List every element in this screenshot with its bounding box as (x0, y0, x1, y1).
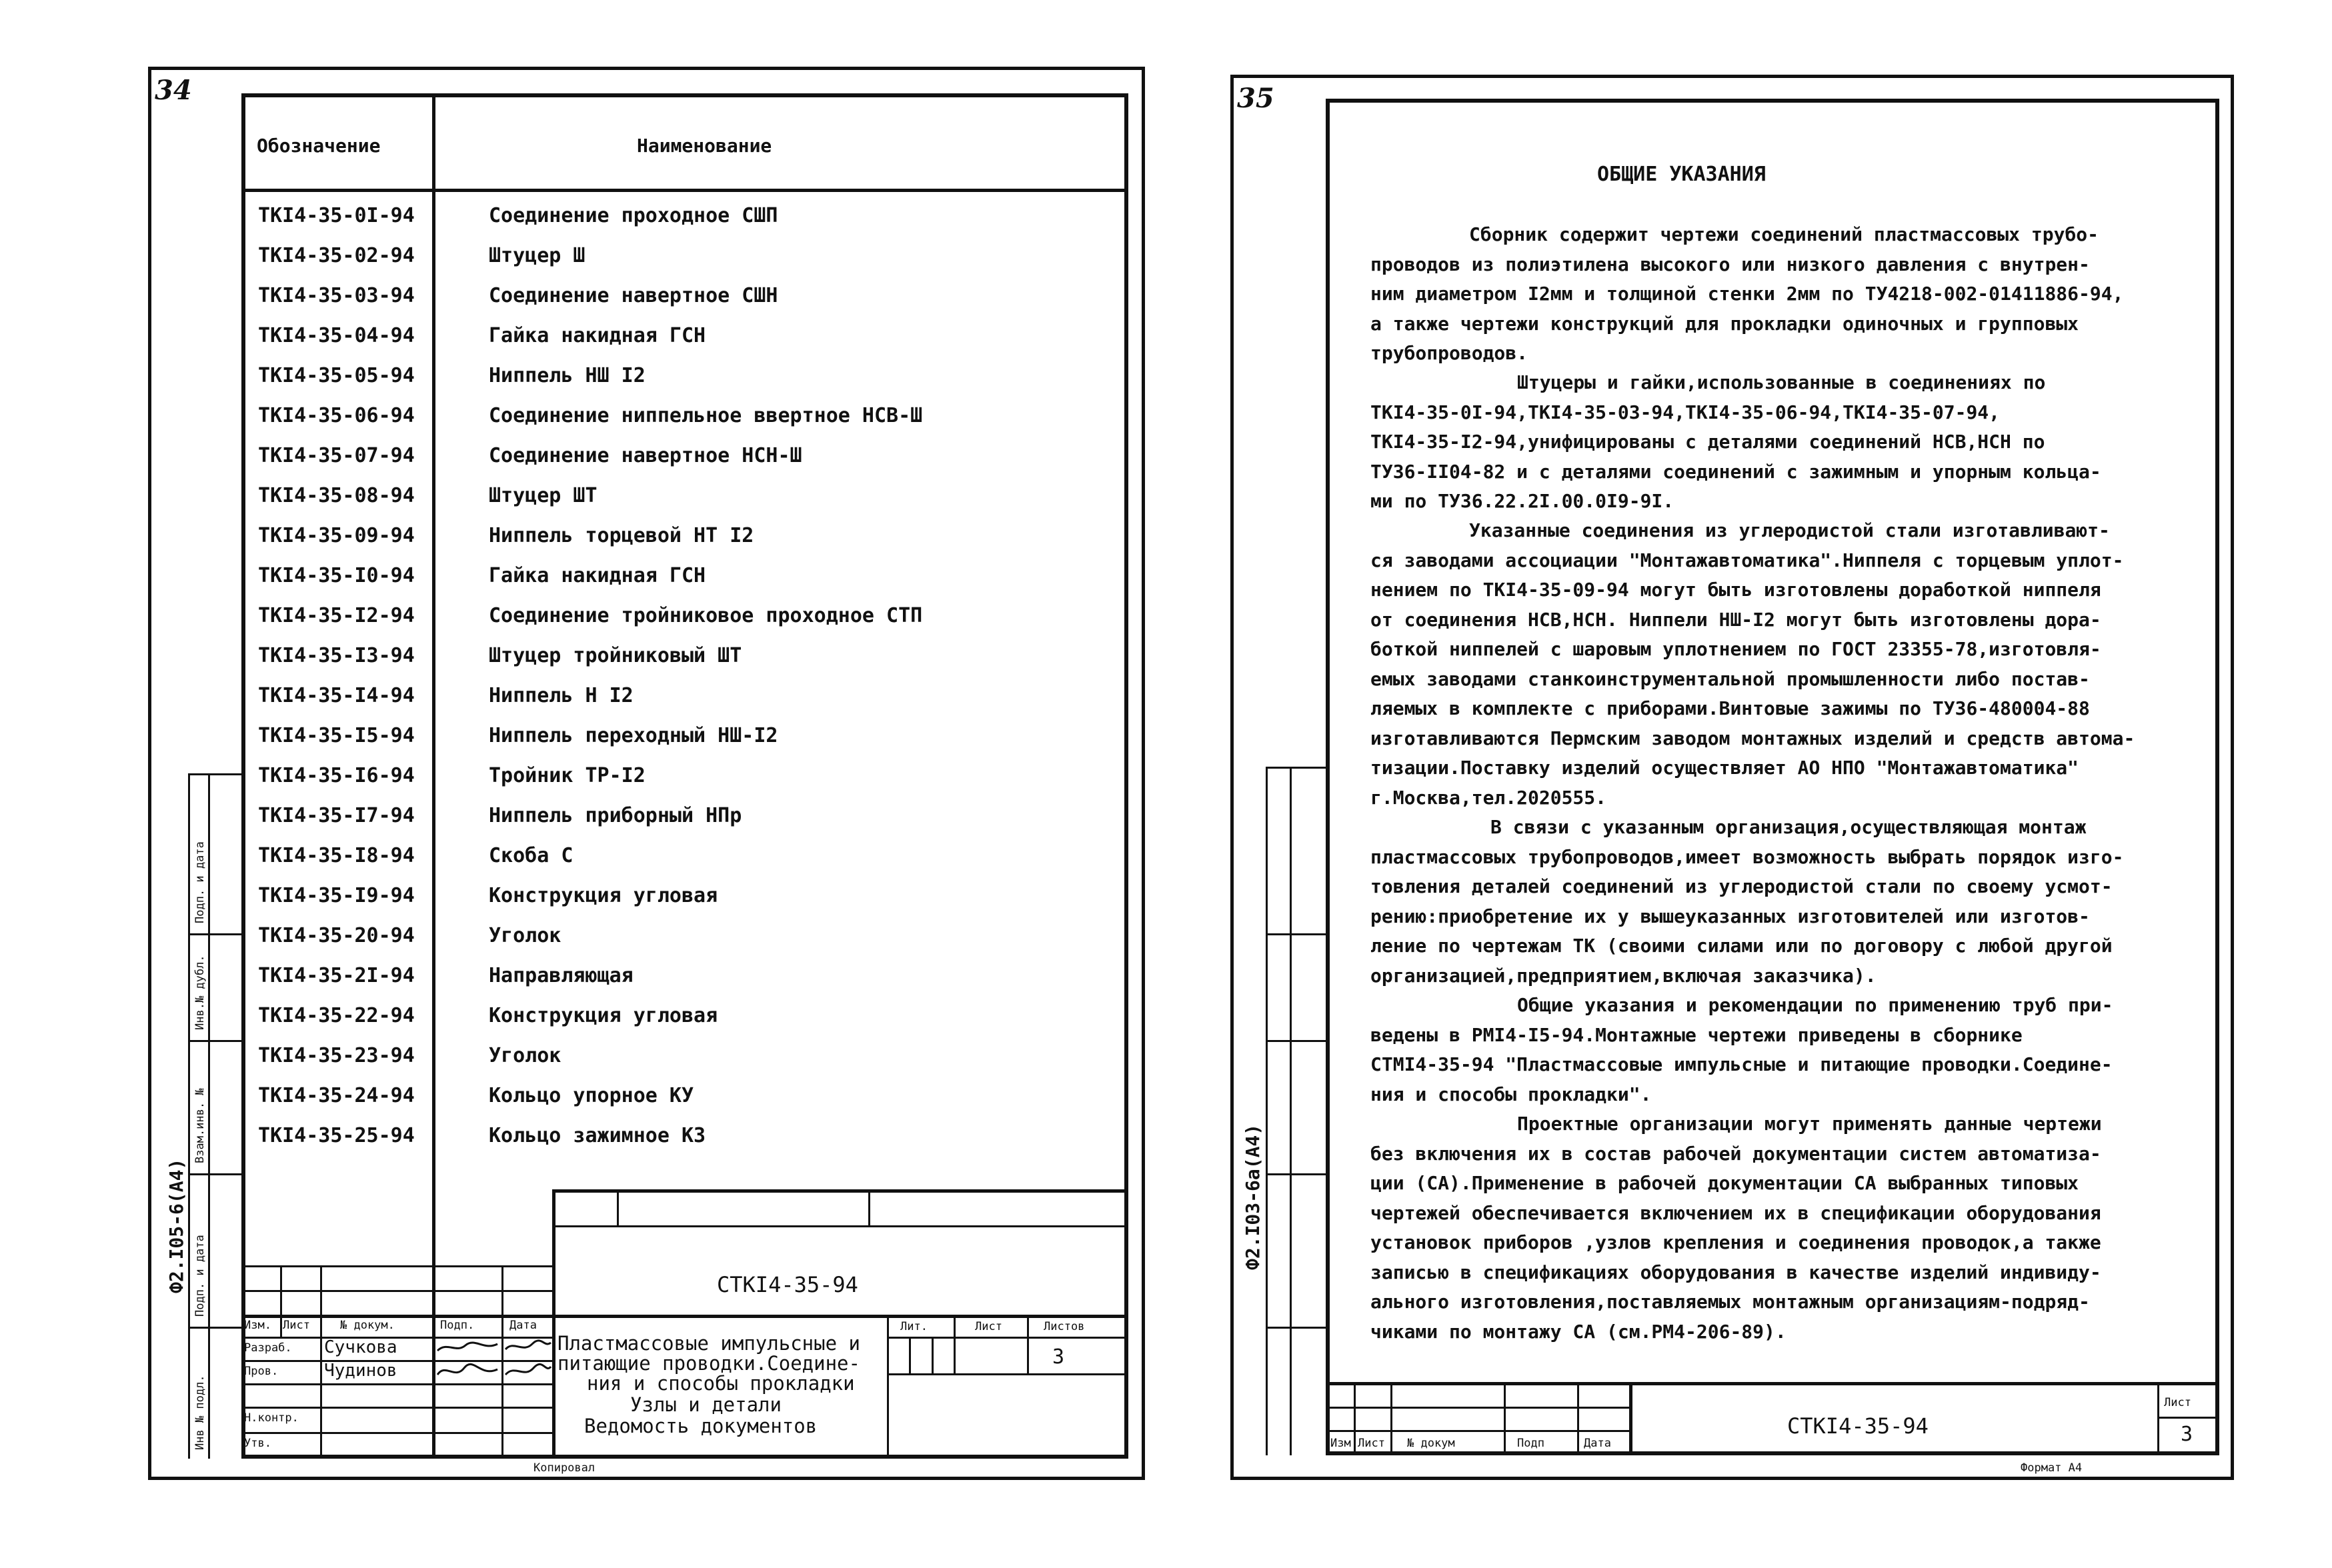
row-code: ТКI4-35-2I-94 (258, 964, 415, 987)
right-stamp-lbl-list: Лист (2164, 1396, 2191, 1409)
right-stamp-col-ndoc: № докум (1407, 1437, 1455, 1450)
stamp-lit-col1 (954, 1315, 956, 1373)
left-strip-sep3 (188, 1173, 241, 1175)
signature-marks (433, 1336, 553, 1384)
row-code: ТКI4-35-03-94 (258, 284, 415, 307)
stamp-left-edge (552, 1189, 555, 1459)
row-name: Ниппель торцевой НТ I2 (489, 524, 754, 547)
right-page-mark: 35 (1237, 83, 1274, 114)
side-label-inv-podl: Инв № подл. (193, 1375, 207, 1450)
row-code: ТКI4-35-I6-94 (258, 764, 415, 787)
row-name: Соединение ниппельное ввертное НСВ-Ш (489, 404, 923, 427)
right-stamp-row2 (1326, 1430, 1629, 1432)
row-code: ТКI4-35-25-94 (258, 1124, 415, 1147)
list-item (243, 957, 1124, 997)
row-name: Конструкция угловая (489, 1004, 718, 1027)
stamp-row-g (241, 1432, 552, 1434)
list-item (243, 197, 1124, 237)
right-strip-sep4 (1266, 1327, 1326, 1329)
row-code: ТКI4-35-I2-94 (258, 604, 415, 627)
stamp-role-razrab: Разраб. (244, 1341, 292, 1355)
right-stamp-divider (1629, 1382, 1632, 1455)
list-item (243, 917, 1124, 957)
row-name: Гайка накидная ГСН (489, 324, 706, 347)
left-sheet-edge (1142, 87, 1144, 1473)
paragraph-1: Сборник содержит чертежи соединений пластмассовых трубо- проводов из полиэтилена высокого или низкого давления с внутрен- ним диаметром I2мм и толщиной стенки 2мм по ТУ4218-002-01411886-94, а также чертежи конструкций для прокладки одиночных и групповых трубопроводов. (1370, 223, 2124, 364)
row-code: ТКI4-35-20-94 (258, 924, 415, 947)
stamp-name-razrab: Сучкова (324, 1337, 397, 1357)
stamp-col-data: Дата (509, 1319, 537, 1332)
right-form-code: Ф2.I03-6а(А4) (1242, 1123, 1264, 1270)
signature-razrab (437, 1343, 497, 1351)
row-name: Соединение тройниковое проходное СТП (489, 604, 923, 627)
left-strip-sep1 (188, 933, 241, 935)
right-strip-sep1 (1266, 933, 1326, 935)
stamp-lbl-listov: Листов (1044, 1320, 1085, 1333)
right-title: ОБЩИЕ УКАЗАНИЯ (1597, 163, 1766, 186)
stamp-col-list: Лист (283, 1319, 310, 1332)
right-stamp-doc-code: СТКI4-35-94 (1787, 1413, 1929, 1439)
row-name: Штуцер тройниковый ШТ (489, 644, 742, 667)
signature-date-2 (505, 1364, 551, 1375)
left-header-code: Обозначение (257, 135, 381, 157)
list-item (243, 1117, 1124, 1157)
stamp-top-row (552, 1225, 1128, 1227)
list-item (243, 877, 1124, 917)
stamp-col-1 (280, 1265, 282, 1339)
stamp-name-prov: Чудинов (324, 1361, 397, 1381)
list-item (243, 797, 1124, 837)
list-item (243, 837, 1124, 877)
row-code: ТКI4-35-05-94 (258, 364, 415, 387)
right-stamp-top (1326, 1382, 2219, 1385)
left-page-mark: 34 (155, 75, 192, 106)
list-item (243, 317, 1124, 357)
row-code: ТКI4-35-09-94 (258, 524, 415, 547)
right-stamp-list-col (2157, 1382, 2159, 1455)
paragraph-6: Проектные организации могут применять данные чертежи без включения их в состав рабочей документации систем автоматиза- ции (СА).Применение в рабочей документации СА выбранных типовых чертежей обеспечивается включением их в спецификации оборудования установок приборов ,узлов крепления и соединения проводок,а также записью в спецификациях оборудования в качестве изделий индивиду- ального изготовления,поставляемых монтажным организациям-подряд- чиками по монтажу СА (см.РМ4-206-89). (1370, 1113, 2102, 1343)
right-strip-top (1266, 767, 1326, 769)
list-item (243, 277, 1124, 317)
row-name: Соединение навертное НСН-Ш (489, 444, 802, 467)
row-name: Ниппель приборный НПр (489, 804, 742, 827)
right-stamp-row1 (1326, 1407, 1629, 1409)
right-stamp-col1 (1354, 1382, 1356, 1455)
stamp-lit-sub2 (932, 1337, 934, 1373)
stamp-val-listov: 3 (1052, 1345, 1065, 1369)
stamp-lit-col2 (1027, 1315, 1029, 1373)
row-name: Ниппель Н I2 (489, 684, 634, 707)
row-name: Скоба С (489, 844, 573, 867)
row-code: ТКI4-35-I0-94 (258, 564, 415, 587)
stamp-lbl-lit: Лит. (900, 1320, 928, 1333)
left-strip-line-inner (208, 773, 210, 1459)
right-stamp-col4 (1577, 1382, 1579, 1455)
list-item (243, 557, 1124, 597)
stamp-title-1: Пластмассовые импульсные и (557, 1332, 860, 1355)
stamp-col-izm: Изм. (244, 1319, 271, 1332)
paragraph-2: Штуцеры и гайки,использованные в соединениях по ТКI4-35-0I-94,ТКI4-35-03-94,ТКI4-35-06-94,ТКI4-35-07-94, ТКI4-35-I2-94,унифицированы с деталями соединений НСВ,НСН по ТУ36-II04-82 и с деталями соединений с зажимным и упорным кольца- ми по ТУ36.22.2I.00.0I9-9I. (1370, 371, 2101, 512)
right-stamp-col-data: Дата (1584, 1437, 1611, 1450)
right-stamp-val-list: 3 (2181, 1423, 2193, 1446)
stamp-title-3: ния и способы прокладки (587, 1372, 855, 1395)
stamp-top-div2 (868, 1189, 870, 1225)
row-name: Уголок (489, 924, 561, 947)
list-item (243, 757, 1124, 797)
row-name: Уголок (489, 1044, 561, 1067)
stamp-top-div1 (617, 1189, 619, 1225)
list-item (243, 1037, 1124, 1077)
right-stamp-col2 (1390, 1382, 1392, 1455)
list-item (243, 517, 1124, 557)
stamp-row-a (241, 1265, 552, 1267)
row-name: Штуцер Ш (489, 244, 586, 267)
right-stamp-col-list: Лист (1358, 1437, 1385, 1450)
stamp-title-2: питающие проводки.Соедине- (557, 1352, 860, 1375)
list-item (243, 357, 1124, 397)
row-code: ТКI4-35-02-94 (258, 244, 415, 267)
left-header-divider (241, 189, 1128, 192)
list-item (243, 637, 1124, 677)
row-code: ТКI4-35-22-94 (258, 1004, 415, 1027)
right-stamp-col-izm: Изм (1330, 1437, 1351, 1450)
right-strip-sep2 (1266, 1040, 1326, 1042)
row-name: Направляющая (489, 964, 634, 987)
stamp-col-ndoc: № докум. (340, 1319, 395, 1332)
row-name: Ниппель НШ I2 (489, 364, 646, 387)
left-bottom-label: Копировал (533, 1461, 596, 1475)
signature-date-1 (505, 1341, 551, 1349)
paragraph-4: В связи с указанным организация,осуществляющая монтаж пластмассовых трубопроводов,имеет возможность выбрать порядок изго- товления деталей соединений из углеродистой стали по своему усмот- рению:приобретение их у вышеуказанных изготовителей или изготов- ление по чертежам ТК (своими силами или по договору с любой другой организацией,предприятием,включая заказчика). (1370, 816, 2124, 987)
row-code: ТКI4-35-06-94 (258, 404, 415, 427)
right-strip-line-inner (1290, 767, 1292, 1455)
stamp-mid-line (241, 1315, 1128, 1318)
list-item (243, 397, 1124, 437)
right-stamp-col3 (1504, 1382, 1506, 1455)
right-stamp-list-row (2157, 1417, 2219, 1419)
list-item (243, 677, 1124, 717)
signature-prov (437, 1364, 497, 1375)
stamp-top-right (552, 1189, 1128, 1193)
row-code: ТКI4-35-I5-94 (258, 724, 415, 747)
left-form-code: Ф2.I05-6(А4) (165, 1158, 187, 1293)
right-bottom-label: Формат А4 (2021, 1461, 2083, 1475)
left-header-name: Наименование (637, 135, 772, 157)
side-label-vzam: Взам.инв. № (193, 1088, 207, 1163)
list-item (243, 997, 1124, 1037)
left-strip-top (188, 773, 241, 775)
stamp-role-utv: Утв. (244, 1437, 271, 1450)
right-strip-line-outer (1266, 767, 1268, 1455)
row-code: ТКI4-35-04-94 (258, 324, 415, 347)
stamp-role-nkontr: Н.контр. (244, 1411, 299, 1425)
row-name: Штуцер ШТ (489, 484, 598, 507)
row-name: Ниппель переходный НШ-I2 (489, 724, 778, 747)
paragraph-3: Указанные соединения из углеродистой стали изготавливают- ся заводами ассоциации "Монтажавтоматика".Ниппеля с торцевым уплот- нением по ТКI4-35-09-94 могут быть изготовлены доработкой ниппеля от соединения НСВ,НСН. Ниппели НШ-I2 могут быть изготовлены дора- боткой ниппелей с шаровым уплотнением по ГОСТ 23355-78,изготовля- емых заводами станкоинструментальной промышленности либо постав- ляемых в комплекте с приборами.Винтовые зажимы по ТУ36-480004-88 изготавливаются Пермским заводом монтажных изделий и средств автома- тизации.Поставку изделий осуществляет АО НПО "Монтажавтоматика" г.Москва,тел.2020555. (1370, 519, 2135, 809)
row-code: ТКI4-35-23-94 (258, 1044, 415, 1067)
list-item (243, 1077, 1124, 1117)
row-name: Гайка накидная ГСН (489, 564, 706, 587)
stamp-lit-row1 (887, 1337, 1128, 1339)
row-code: ТКI4-35-0I-94 (258, 204, 415, 227)
list-item (243, 717, 1124, 757)
row-name: Соединение проходное СШП (489, 204, 778, 227)
row-code: ТКI4-35-08-94 (258, 484, 415, 507)
stamp-lit-sub1 (909, 1337, 911, 1373)
paragraph-5: Общие указания и рекомендации по применению труб при- ведены в РМI4-I5-94.Монтажные чертежи приведены в сборнике СТМI4-35-94 "Пластмассовые импульсные и питающие проводки.Соедине- ния и способы прокладки". (1370, 994, 2113, 1105)
right-stamp-col-podp: Подп (1517, 1437, 1544, 1450)
stamp-title-5: Ведомость документов (584, 1415, 818, 1437)
stamp-title-4: Узлы и детали (630, 1393, 782, 1416)
row-code: ТКI4-35-I8-94 (258, 844, 415, 867)
row-name: Конструкция угловая (489, 884, 718, 907)
list-item (243, 597, 1124, 637)
row-code: ТКI4-35-07-94 (258, 444, 415, 467)
row-code: ТКI4-35-24-94 (258, 1084, 415, 1107)
list-item (243, 237, 1124, 277)
stamp-row-f (241, 1407, 552, 1409)
stamp-row-b (241, 1290, 552, 1292)
row-code: ТКI4-35-I3-94 (258, 644, 415, 667)
row-name: Кольцо упорное КУ (489, 1084, 694, 1107)
row-code: ТКI4-35-I7-94 (258, 804, 415, 827)
stamp-lbl-list: Лист (975, 1320, 1002, 1333)
stamp-lit-row2 (887, 1373, 1128, 1375)
list-item (243, 477, 1124, 517)
row-code: ТКI4-35-I4-94 (258, 684, 415, 707)
left-strip-line-outer (188, 773, 190, 1459)
row-name: Тройник ТР-I2 (489, 764, 646, 787)
side-label-podp-data1: Подп. и дата (193, 1235, 207, 1317)
row-name: Кольцо зажимное КЗ (489, 1124, 706, 1147)
left-strip-sep4 (188, 1327, 241, 1329)
side-label-inv-dubl: Инв.№ дубл. (193, 955, 207, 1030)
side-label-podp-data2: Подп. и дата (193, 841, 207, 923)
right-strip-sep3 (1266, 1173, 1326, 1175)
left-stamp-doc-code: СТКI4-35-94 (717, 1272, 858, 1297)
stamp-role-prov: Пров. (244, 1365, 279, 1378)
left-strip-sep2 (188, 1040, 241, 1042)
list-item (243, 437, 1124, 477)
stamp-col-2 (320, 1265, 322, 1459)
stamp-col-podp: Подп. (440, 1319, 475, 1332)
row-name: Соединение навертное СШН (489, 284, 778, 307)
row-code: ТКI4-35-I9-94 (258, 884, 415, 907)
